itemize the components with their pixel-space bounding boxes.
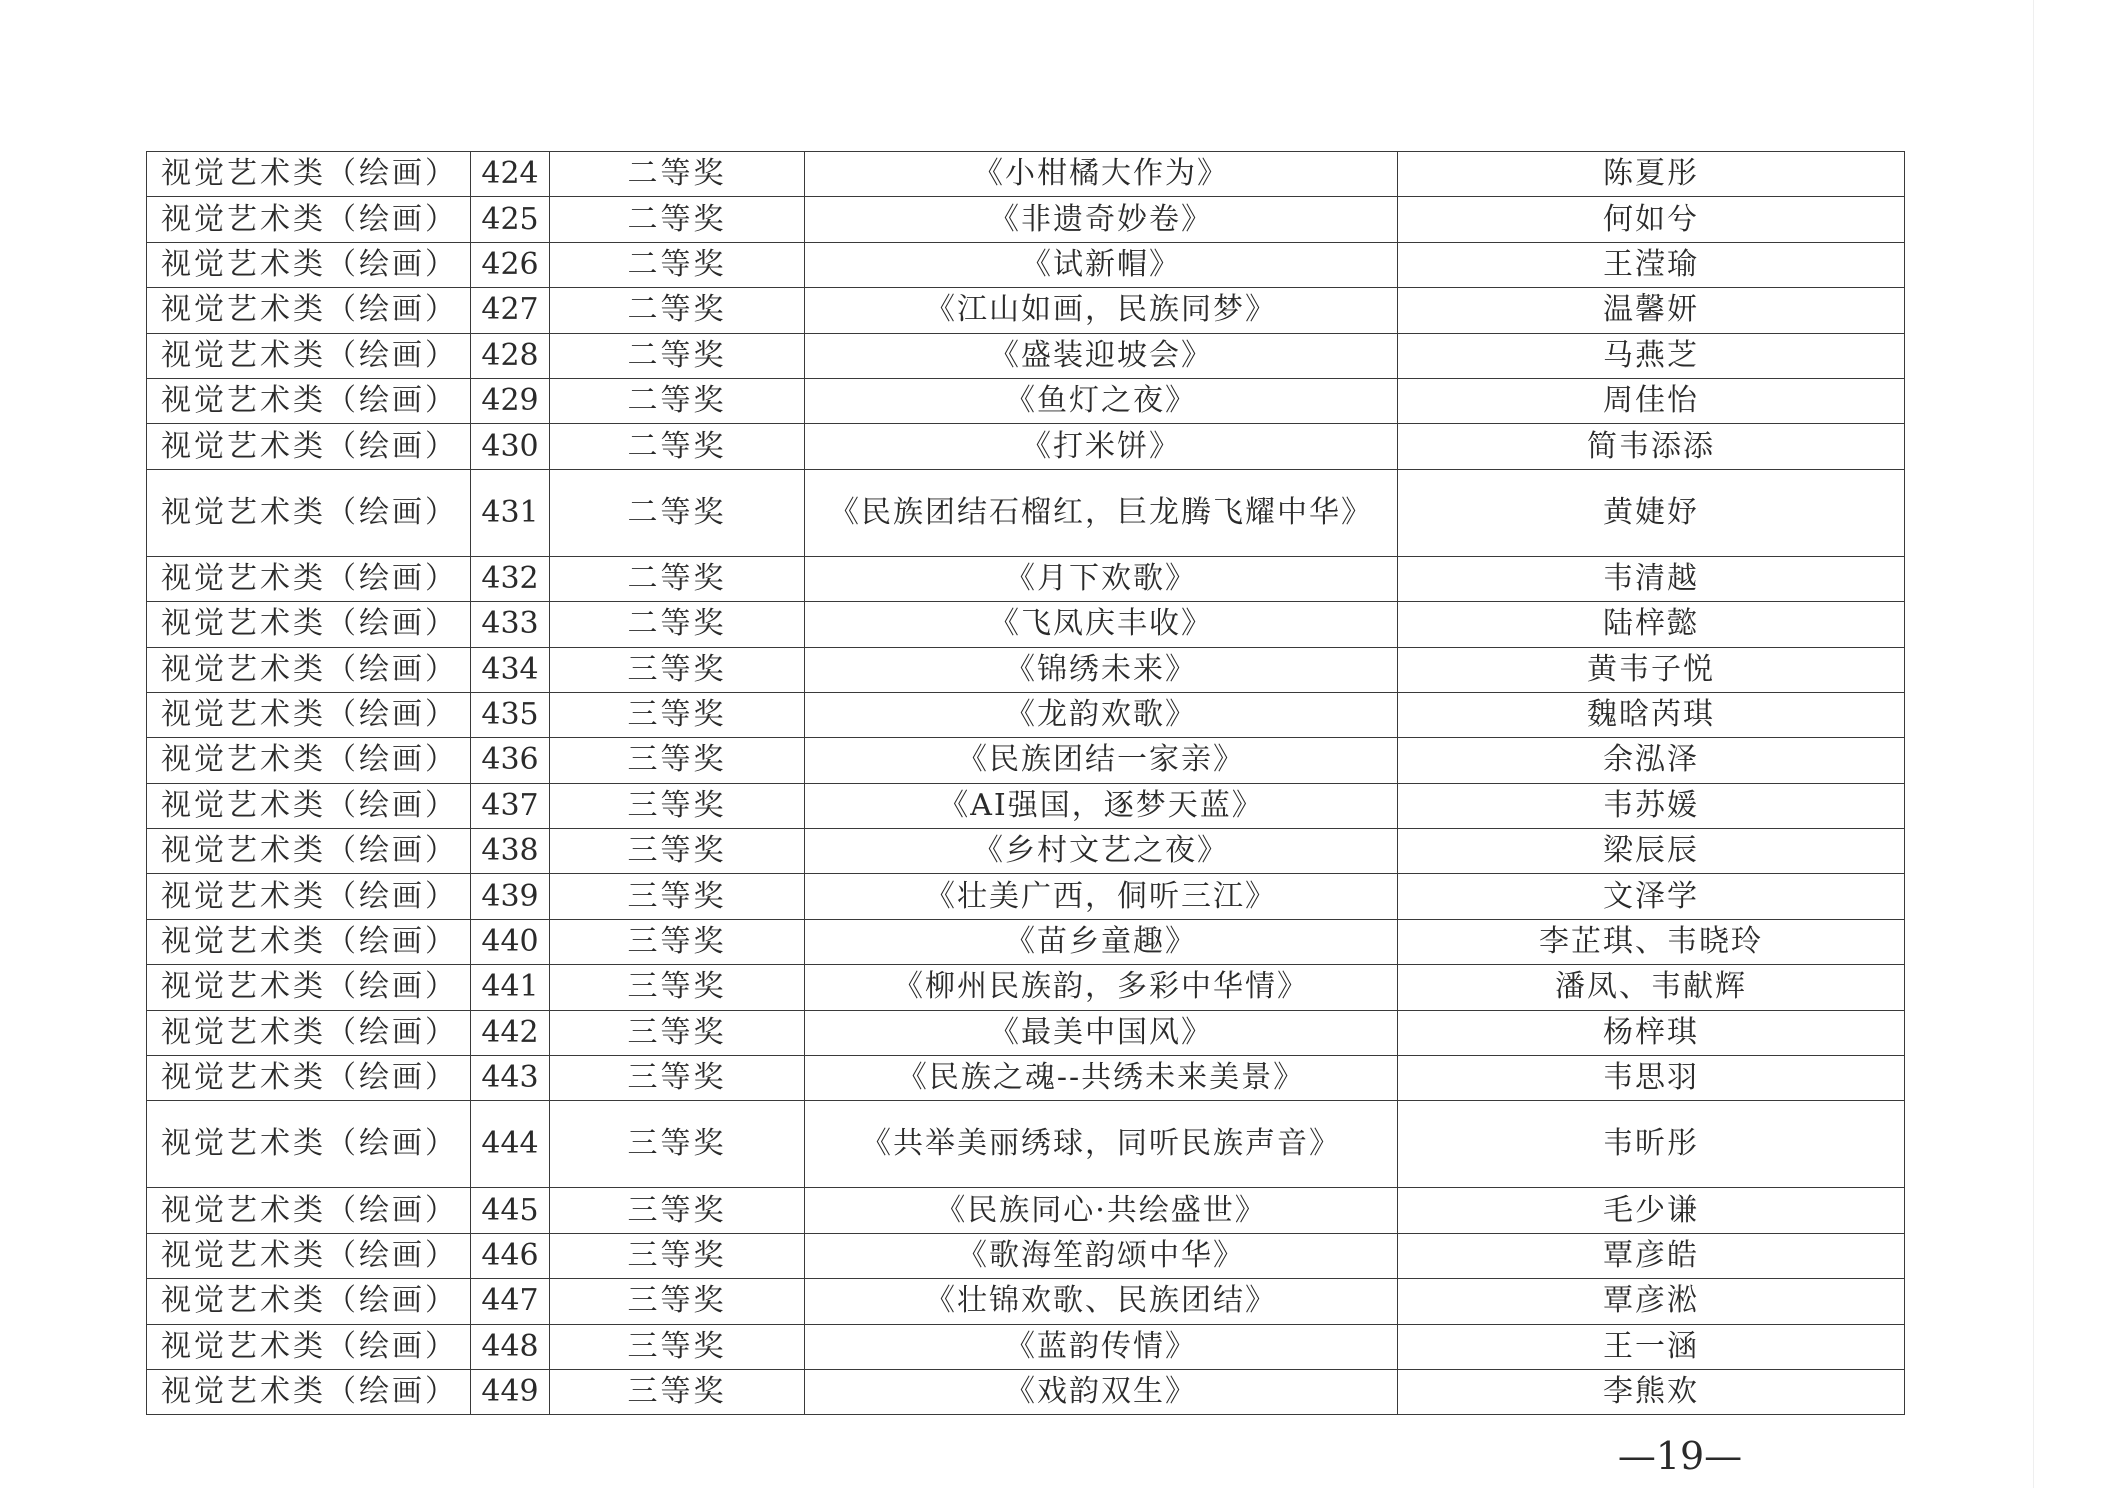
category-cell: 视觉艺术类（绘画） bbox=[147, 1279, 471, 1324]
category-cell: 视觉艺术类（绘画） bbox=[147, 919, 471, 964]
work-title-cell: 《壮美广西，侗听三江》 bbox=[805, 874, 1398, 919]
award-level-cell: 三等奖 bbox=[550, 965, 805, 1010]
table-row bbox=[147, 1188, 1905, 1233]
author-name-cell: 梁辰辰 bbox=[1398, 829, 1905, 874]
award-level-cell: 二等奖 bbox=[550, 602, 805, 647]
entry-number-cell: 429 bbox=[471, 378, 550, 423]
table-row bbox=[147, 919, 1905, 964]
work-title-cell: 《盛装迎坡会》 bbox=[805, 333, 1398, 378]
author-name-cell: 简韦添添 bbox=[1398, 424, 1905, 469]
award-level-cell: 二等奖 bbox=[550, 556, 805, 601]
table-row bbox=[147, 647, 1905, 692]
work-title-cell: 《飞凤庆丰收》 bbox=[805, 602, 1398, 647]
category-cell: 视觉艺术类（绘画） bbox=[147, 197, 471, 242]
entry-number-cell: 434 bbox=[471, 647, 550, 692]
work-title-cell: 《歌海笙韵颂中华》 bbox=[805, 1233, 1398, 1278]
category-cell: 视觉艺术类（绘画） bbox=[147, 965, 471, 1010]
work-title-cell: 《乡村文艺之夜》 bbox=[805, 829, 1398, 874]
entry-number-cell: 448 bbox=[471, 1324, 550, 1369]
author-name-cell: 王滢瑜 bbox=[1398, 242, 1905, 287]
category-cell: 视觉艺术类（绘画） bbox=[147, 829, 471, 874]
work-title-cell: 《民族之魂--共绣未来美景》 bbox=[805, 1056, 1398, 1101]
author-name-cell: 陆梓懿 bbox=[1398, 602, 1905, 647]
category-cell: 视觉艺术类（绘画） bbox=[147, 288, 471, 333]
work-title-cell: 《民族同心·共绘盛世》 bbox=[805, 1188, 1398, 1233]
table-row bbox=[147, 556, 1905, 601]
author-name-cell: 余泓泽 bbox=[1398, 738, 1905, 783]
entry-number-cell: 439 bbox=[471, 874, 550, 919]
category-cell: 视觉艺术类（绘画） bbox=[147, 647, 471, 692]
author-name-cell: 覃彦皓 bbox=[1398, 1233, 1905, 1278]
work-title-cell: 《苗乡童趣》 bbox=[805, 919, 1398, 964]
category-cell: 视觉艺术类（绘画） bbox=[147, 1233, 471, 1278]
category-cell: 视觉艺术类（绘画） bbox=[147, 378, 471, 423]
award-level-cell: 三等奖 bbox=[550, 1010, 805, 1055]
work-title-cell: 《试新帽》 bbox=[805, 242, 1398, 287]
entry-number-cell: 442 bbox=[471, 1010, 550, 1055]
work-title-cell: 《江山如画，民族同梦》 bbox=[805, 288, 1398, 333]
work-title-cell: 《柳州民族韵，多彩中华情》 bbox=[805, 965, 1398, 1010]
author-name-cell: 韦清越 bbox=[1398, 556, 1905, 601]
author-name-cell: 韦昕彤 bbox=[1398, 1101, 1905, 1188]
entry-number-cell: 428 bbox=[471, 333, 550, 378]
category-cell: 视觉艺术类（绘画） bbox=[147, 333, 471, 378]
entry-number-cell: 426 bbox=[471, 242, 550, 287]
entry-number-cell: 425 bbox=[471, 197, 550, 242]
table-row bbox=[147, 738, 1905, 783]
entry-number-cell: 424 bbox=[471, 152, 550, 197]
category-cell: 视觉艺术类（绘画） bbox=[147, 1188, 471, 1233]
category-cell: 视觉艺术类（绘画） bbox=[147, 692, 471, 737]
table-row bbox=[147, 1369, 1905, 1414]
award-level-cell: 二等奖 bbox=[550, 424, 805, 469]
table-row bbox=[147, 1233, 1905, 1278]
entry-number-cell: 449 bbox=[471, 1369, 550, 1414]
table-row bbox=[147, 424, 1905, 469]
award-level-cell: 二等奖 bbox=[550, 333, 805, 378]
entry-number-cell: 441 bbox=[471, 965, 550, 1010]
entry-number-cell: 433 bbox=[471, 602, 550, 647]
author-name-cell: 杨梓琪 bbox=[1398, 1010, 1905, 1055]
entry-number-cell: 445 bbox=[471, 1188, 550, 1233]
work-title-cell: 《月下欢歌》 bbox=[805, 556, 1398, 601]
table-row bbox=[147, 1056, 1905, 1101]
entry-number-cell: 436 bbox=[471, 738, 550, 783]
author-name-cell: 陈夏彤 bbox=[1398, 152, 1905, 197]
category-cell: 视觉艺术类（绘画） bbox=[147, 1101, 471, 1188]
award-level-cell: 三等奖 bbox=[550, 829, 805, 874]
category-cell: 视觉艺术类（绘画） bbox=[147, 1369, 471, 1414]
category-cell: 视觉艺术类（绘画） bbox=[147, 783, 471, 828]
page-fold-line bbox=[2033, 0, 2034, 1488]
table-row bbox=[147, 692, 1905, 737]
author-name-cell: 马燕芝 bbox=[1398, 333, 1905, 378]
table-row bbox=[147, 965, 1905, 1010]
work-title-cell: 《共举美丽绣球，同听民族声音》 bbox=[805, 1101, 1398, 1188]
table-row bbox=[147, 1279, 1905, 1324]
author-name-cell: 周佳怡 bbox=[1398, 378, 1905, 423]
award-level-cell: 三等奖 bbox=[550, 919, 805, 964]
table-row bbox=[147, 1324, 1905, 1369]
award-level-cell: 三等奖 bbox=[550, 1369, 805, 1414]
work-title-cell: 《小柑橘大作为》 bbox=[805, 152, 1398, 197]
entry-number-cell: 437 bbox=[471, 783, 550, 828]
work-title-cell: 《非遗奇妙卷》 bbox=[805, 197, 1398, 242]
award-level-cell: 三等奖 bbox=[550, 1101, 805, 1188]
table-row bbox=[147, 829, 1905, 874]
award-level-cell: 二等奖 bbox=[550, 469, 805, 556]
entry-number-cell: 440 bbox=[471, 919, 550, 964]
award-level-cell: 二等奖 bbox=[550, 378, 805, 423]
award-level-cell: 三等奖 bbox=[550, 783, 805, 828]
category-cell: 视觉艺术类（绘画） bbox=[147, 1010, 471, 1055]
work-title-cell: 《最美中国风》 bbox=[805, 1010, 1398, 1055]
work-title-cell: 《民族团结石榴红，巨龙腾飞耀中华》 bbox=[805, 469, 1398, 556]
page-number: —19— bbox=[1617, 1434, 1743, 1478]
award-level-cell: 三等奖 bbox=[550, 1233, 805, 1278]
award-level-cell: 二等奖 bbox=[550, 152, 805, 197]
category-cell: 视觉艺术类（绘画） bbox=[147, 1056, 471, 1101]
author-name-cell: 何如兮 bbox=[1398, 197, 1905, 242]
table-row bbox=[147, 152, 1905, 197]
entry-number-cell: 446 bbox=[471, 1233, 550, 1278]
category-cell: 视觉艺术类（绘画） bbox=[147, 874, 471, 919]
work-title-cell: 《戏韵双生》 bbox=[805, 1369, 1398, 1414]
category-cell: 视觉艺术类（绘画） bbox=[147, 152, 471, 197]
award-level-cell: 三等奖 bbox=[550, 1056, 805, 1101]
author-name-cell: 黄婕妤 bbox=[1398, 469, 1905, 556]
work-title-cell: 《AI强国，逐梦天蓝》 bbox=[805, 783, 1398, 828]
category-cell: 视觉艺术类（绘画） bbox=[147, 242, 471, 287]
table-row bbox=[147, 197, 1905, 242]
table-row bbox=[147, 1101, 1905, 1188]
table-row bbox=[147, 469, 1905, 556]
category-cell: 视觉艺术类（绘画） bbox=[147, 556, 471, 601]
award-level-cell: 二等奖 bbox=[550, 197, 805, 242]
entry-number-cell: 444 bbox=[471, 1101, 550, 1188]
author-name-cell: 韦苏媛 bbox=[1398, 783, 1905, 828]
award-level-cell: 三等奖 bbox=[550, 647, 805, 692]
entry-number-cell: 430 bbox=[471, 424, 550, 469]
work-title-cell: 《锦绣未来》 bbox=[805, 647, 1398, 692]
award-level-cell: 三等奖 bbox=[550, 1324, 805, 1369]
author-name-cell: 韦思羽 bbox=[1398, 1056, 1905, 1101]
table-row bbox=[147, 783, 1905, 828]
work-title-cell: 《龙韵欢歌》 bbox=[805, 692, 1398, 737]
entry-number-cell: 432 bbox=[471, 556, 550, 601]
author-name-cell: 毛少谦 bbox=[1398, 1188, 1905, 1233]
author-name-cell: 李熊欢 bbox=[1398, 1369, 1905, 1414]
category-cell: 视觉艺术类（绘画） bbox=[147, 469, 471, 556]
author-name-cell: 魏晗芮琪 bbox=[1398, 692, 1905, 737]
awards-table-body bbox=[147, 152, 1905, 1415]
table-row bbox=[147, 602, 1905, 647]
work-title-cell: 《鱼灯之夜》 bbox=[805, 378, 1398, 423]
category-cell: 视觉艺术类（绘画） bbox=[147, 738, 471, 783]
author-name-cell: 温馨妍 bbox=[1398, 288, 1905, 333]
award-level-cell: 三等奖 bbox=[550, 738, 805, 783]
award-level-cell: 三等奖 bbox=[550, 692, 805, 737]
table-row bbox=[147, 333, 1905, 378]
table-row bbox=[147, 288, 1905, 333]
awards-table bbox=[146, 151, 1905, 1415]
award-level-cell: 三等奖 bbox=[550, 874, 805, 919]
author-name-cell: 潘凤、韦献辉 bbox=[1398, 965, 1905, 1010]
entry-number-cell: 435 bbox=[471, 692, 550, 737]
table-row bbox=[147, 378, 1905, 423]
table-row bbox=[147, 1010, 1905, 1055]
author-name-cell: 文泽学 bbox=[1398, 874, 1905, 919]
author-name-cell: 覃彦淞 bbox=[1398, 1279, 1905, 1324]
work-title-cell: 《打米饼》 bbox=[805, 424, 1398, 469]
award-level-cell: 三等奖 bbox=[550, 1279, 805, 1324]
author-name-cell: 黄韦子悦 bbox=[1398, 647, 1905, 692]
table-row bbox=[147, 874, 1905, 919]
work-title-cell: 《民族团结一家亲》 bbox=[805, 738, 1398, 783]
award-level-cell: 二等奖 bbox=[550, 288, 805, 333]
work-title-cell: 《壮锦欢歌、民族团结》 bbox=[805, 1279, 1398, 1324]
entry-number-cell: 438 bbox=[471, 829, 550, 874]
entry-number-cell: 431 bbox=[471, 469, 550, 556]
entry-number-cell: 427 bbox=[471, 288, 550, 333]
author-name-cell: 王一涵 bbox=[1398, 1324, 1905, 1369]
award-level-cell: 二等奖 bbox=[550, 242, 805, 287]
category-cell: 视觉艺术类（绘画） bbox=[147, 424, 471, 469]
category-cell: 视觉艺术类（绘画） bbox=[147, 602, 471, 647]
award-level-cell: 三等奖 bbox=[550, 1188, 805, 1233]
category-cell: 视觉艺术类（绘画） bbox=[147, 1324, 471, 1369]
entry-number-cell: 447 bbox=[471, 1279, 550, 1324]
work-title-cell: 《蓝韵传情》 bbox=[805, 1324, 1398, 1369]
entry-number-cell: 443 bbox=[471, 1056, 550, 1101]
table-row bbox=[147, 242, 1905, 287]
author-name-cell: 李芷琪、韦晓玲 bbox=[1398, 919, 1905, 964]
